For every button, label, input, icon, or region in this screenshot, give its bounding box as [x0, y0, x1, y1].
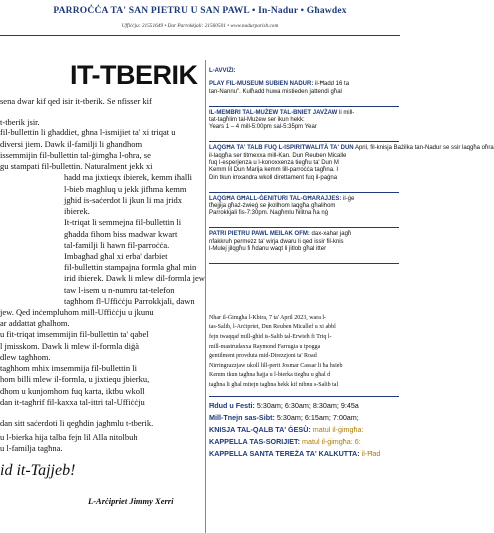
article-line: u l-bierka hija talba fejn lil Alla nitolbuh [0, 432, 138, 442]
article-line: l jmisskom. Dawk li mlew il-formla diġà [0, 341, 140, 351]
mass-separator [209, 396, 399, 397]
article-line: jgħid is-saċerdot li jkun li ma jridx [64, 195, 183, 205]
mass-label: KNISJA TAL-QALB TA' ĠESÙ: [209, 424, 311, 434]
mass-times-text: 5:30am; 6:15am; 7:00am; [274, 412, 359, 422]
notice-line: il-laqgħa ser titmexxa mill-Kan. Dun Reuben Micalle [209, 152, 347, 159]
mass-row [209, 414, 359, 422]
parish-contacts: Uffiċċju: 21551649 • Dar Parrokkjali: 21560501 • www.nadurparish.com [121, 23, 279, 29]
event-line: Nhar il-Ġimgħa l-Kbira, 7 ta' April 2023, wara l- [209, 314, 327, 321]
header-rule [0, 35, 400, 36]
notice-separator [209, 106, 399, 107]
article-line: tal-familji li hawn fil-parroċċa. [64, 240, 170, 250]
notice-item [209, 68, 236, 75]
event-line: tagħna li għal mitejn tagħna hekk kif nibnu s-Salib tal [209, 382, 339, 388]
article-line: u fit-triqat imsemmijin fil-bullettin ta' qabel [0, 329, 149, 339]
article-title: IT-TBERIK [70, 60, 198, 90]
article-line: jew. Qed inċempluhom mill-Uffiċċju u jkunu [0, 307, 154, 317]
notice-item [209, 196, 354, 218]
notice-line: nfakkruh permezz ta' wirja dwaru li qed issir fil-knis [209, 238, 344, 245]
article-line: sena dwar kif qed isir it-tberik. Se nfisser kif [0, 96, 152, 106]
notice-line: dax-xahar jagħ [309, 231, 352, 238]
article-line: dhom u kunjomhom fuq karta, iktbu wkoll [0, 386, 145, 396]
notice-separator [209, 141, 399, 142]
event-line: mill-mastrudaxxa Raymond Farrugia u tpogga [209, 343, 321, 350]
notice-line: fuq l-esperjenza u l-konoxxenza tiegħu ta' Dun M [209, 160, 339, 166]
notice-heading: PLAY FIL-MUSEUM SUBIEN NADUR: [209, 81, 314, 88]
mass-row [209, 426, 364, 434]
notice-heading: PATRI PIETRU PAWL MEILAK OFM: [209, 231, 310, 238]
notice-line: l-Mulej jilqgħu fi ħdanu waqt li jitlob għal itter [209, 246, 327, 252]
notice-line: il-Ħadd 16 ta [313, 81, 350, 88]
signature: L-Arċipriet Jimmy Xerri [88, 496, 174, 506]
notice-item [209, 81, 349, 96]
event-line: tas-Salib, l-Arċipriet, Dun Reuben Micallef u xi abbl [209, 324, 336, 331]
notice-heading: LAQGĦA GĦALL-ĠENITURI TAL-GĦARAJJES: [209, 195, 342, 202]
notice-separator [209, 192, 399, 193]
parish-title: PARROĊĊA TA' SAN PIETRU U SAN PAWL • In-Nadur • Għawdex [53, 6, 347, 16]
mass-row [209, 450, 380, 458]
event-line: Nirringrazzjaw ukoll lill-perit Josmar Cassar li ħa hsieb [209, 362, 343, 369]
notice-item [209, 231, 351, 253]
article-line: diversi jiem. Dawk il-familji li għandhom [0, 139, 143, 149]
mass-row [209, 402, 359, 410]
event-line: ġentilment provduta mid-Direzzjoni ta' Road [209, 353, 317, 360]
article-line: t-tberik jsir. [0, 117, 40, 127]
mass-label: Mill-Tnejn sas-Sibt: [209, 412, 275, 422]
closing-greeting: id it-Tajjeb! [0, 462, 76, 479]
notice-line: il-ġe [341, 195, 355, 202]
article-line: u l-familja tagħna. [0, 443, 63, 453]
notice-line: Years 1 – 4 mill-5:00pm sal-5:35pm Year [209, 124, 317, 131]
event-line: Kemm tkun tagħna ħajja u l-bierka tiegħu u għal d [209, 372, 331, 379]
event-line: fejn twaqqaf mill-għid is-Salib tal-Erwieħ fi Triq l- [209, 334, 332, 340]
mass-label: KAPPELLA TAS-SORIJIET: [209, 436, 301, 446]
notice-line: li mill- [337, 109, 355, 116]
article-column [0, 40, 204, 533]
notice-heading: LAQGĦA TA' TALB FUQ L-ISPIRITWALITÀ TA' DUN [209, 145, 354, 152]
article-line: dlew tagħhom. [0, 352, 51, 362]
notice-line: Din tkun imxandra wkoll direttament fuq il-paġna [209, 174, 338, 181]
article-line: fil-bullettin stampajna formla għal min [64, 262, 197, 272]
notices-column [207, 60, 494, 533]
mass-row [209, 438, 361, 446]
article-line: ar addattat għalhom. [0, 318, 70, 328]
article-line: irid ibierek. Dawk li mlew dil-formla jew [64, 273, 205, 283]
mass-times-text: matul il-ġimgħa: 6: [300, 436, 361, 446]
mass-times-text: matul il-ġimgħa: [310, 424, 364, 434]
article-line: tagħhom mhix imsemmija fil-bullettin li [0, 363, 137, 373]
notice-line: Kemm lil Dun Marija kemm lill-parroċċa tagħna. I [209, 167, 339, 174]
article-line: issemmijin fil-bullettin tal-ġimgħa l-oħra, se [0, 150, 151, 160]
mass-times-text: 5:30am; 6:30am; 8:30am; 9:45a [254, 400, 359, 410]
mass-label: Ħdud u Festi: [209, 400, 255, 410]
notice-line: tan-Nannu". Kulħadd huwa mistieden jattendi għal [209, 88, 342, 95]
notice-separator [209, 263, 399, 264]
notice-item [209, 110, 354, 132]
article-line: tagħhom fl-Uffiċċju Parrokkjali, dawn [64, 296, 195, 306]
mass-times-text: il-Ħad [359, 448, 381, 458]
notice-heading: IL-MEMBRI TAL-MUŻEW TAL-BNIET JAVŻAW [209, 109, 338, 116]
mass-label: KAPPELLA SANTA TEREŻA TA' KALKUTTA: [209, 448, 360, 458]
article-line: gu stampati fil-bullettin. Naturalment jekk xi [0, 161, 153, 171]
article-line: hom billi mlew il-formla, u jixtiequ jbierku, [0, 374, 150, 384]
bulletin-header [0, 0, 400, 40]
article-line: dan it-tagħrif fil-kaxxa tal-ittri tal-Uffiċċju [0, 397, 145, 407]
article-line: fil-bullettin li għaddiet, għna l-ismijiet ta' xi triqat u [0, 127, 176, 137]
article-line: ibierek. [64, 206, 90, 216]
article-line: għadda fihom biss madwar kwart [64, 229, 178, 239]
column-divider [205, 60, 206, 533]
notice-item [209, 145, 494, 182]
article-line: l-bieb magħluq u jekk jifhma kemm [64, 184, 187, 194]
notice-line: tħejjija għaż-żwieġ se jkollhom laqgħa għalihom [209, 203, 336, 209]
article-line: taw l-isem u n-numru tat-telefon [64, 285, 175, 295]
article-line: hadd ma jixtieqx ibierek, kemm iħalli [64, 172, 192, 182]
notice-separator [209, 227, 399, 228]
notice-line: Parrokkjali fis-7:30pm. Nagħmlu ħilitna ħa nġ [209, 210, 329, 217]
article-line: dan sitt saċerdoti li qegħdin jagħmlu t-tberik. [0, 418, 154, 428]
article-line: It-triqat li semmejna fil-bullettin li [64, 217, 182, 227]
notice-line: April, fil-knisja Bażilka tan-Nadur se ssir laqgħa oħra [353, 145, 494, 152]
notice-heading: L-AVVIŻI: [209, 68, 236, 74]
notice-line: tat-tagħlim tal-Mużew ser ikun hekk: [209, 117, 305, 123]
article-line: Imbagħad għal xi erba' darbiet [64, 251, 168, 261]
